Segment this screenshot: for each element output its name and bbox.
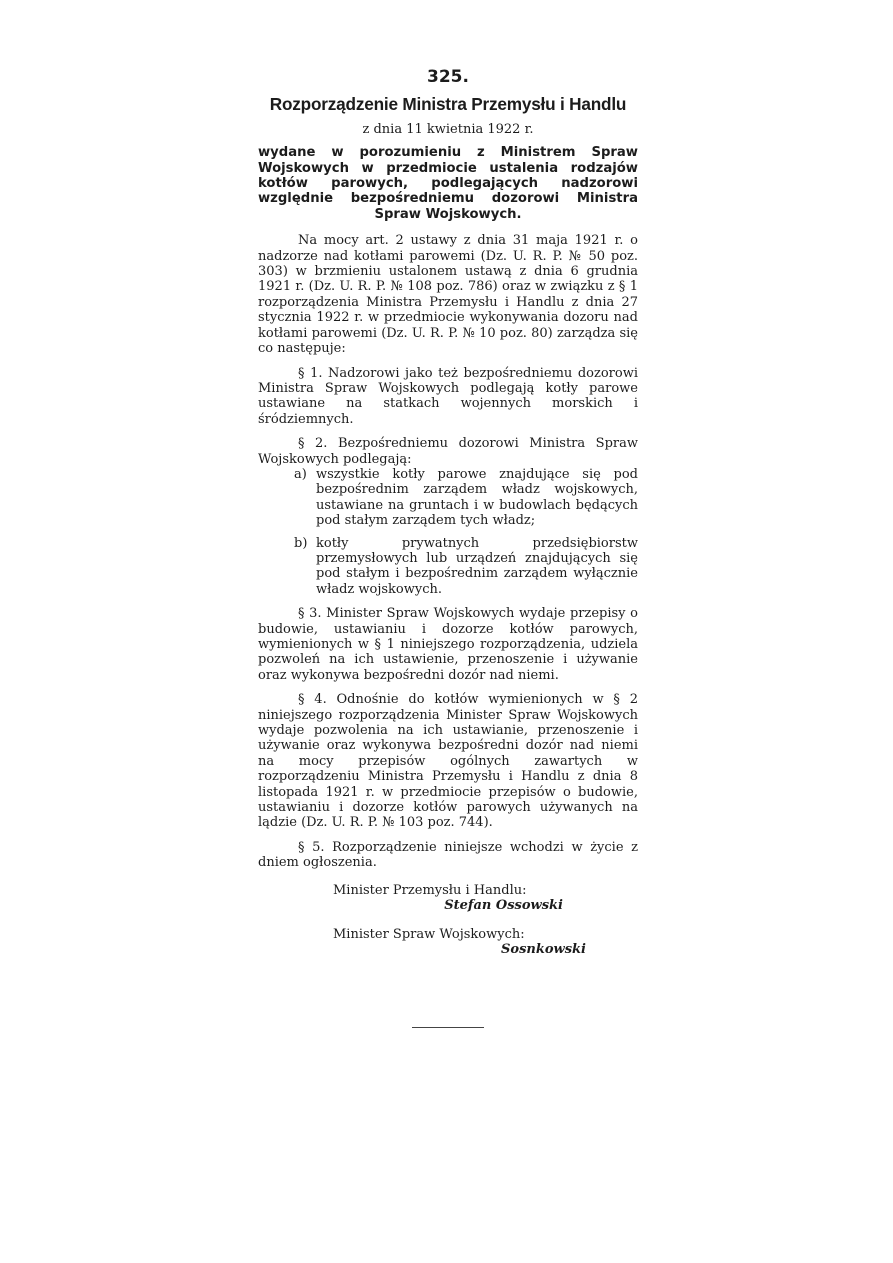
list-marker-b: b) [294,535,308,551]
closing-divider [412,1027,484,1028]
section-3: § 3. Minister Spraw Wojskowych wydaje przepisy o budowie, ustawianiu i dozorze kotłów parowych, wymienionych w § 1 niniejszego rozporządzenia, udziela pozwoleń na ich ustawienie, przenoszenie i używanie oraz wykonywa bezpośredni dozór nad niemi. [258,606,638,683]
list-marker-a: a) [294,466,307,482]
act-title: Rozporządzenie Ministra Przemysłu i Handlu [269,94,627,115]
section-1: § 1. Nadzorowi jako też bezpośredniemu dozorowi Ministra Spraw Wojskowych podlegają kotły parowe ustawiane na statkach wojennych morskich i śródziemnych. [258,365,638,427]
signature-block-2 [258,927,638,958]
preamble: Na mocy art. 2 ustawy z dnia 31 maja 1921 r. o nadzorze nad kotłami parowemi (Dz. U. R. P. № 50 poz. 303) w brzmieniu ustalonem ustawą z dnia 6 grudnia 1921 r. (Dz. U. R. P. № 108 poz. 786) oraz w związku z § 1 rozporządzenia Ministra Przemysłu i Handlu z dnia 27 stycznia 1922 r. w przedmiocie wykonywania dozoru nad kotłami parowemi (Dz. U. R. P. № 10 poz. 80) zarządza się co następuje: [258,233,638,357]
list-item [294,467,638,529]
section-2-item-b: kotły prywatnych przedsiębiorstw przemysłowych lub urządzeń znajdujących się pod stałym i bezpośrednim zarządem wyłącznie władz wojskowych. [316,535,638,597]
section-4: § 4. Odnośnie do kotłów wymienionych w § 2 niniejszego rozporządzenia Minister Spraw Wojskowych wydaje pozwolenia na ich ustawianie, przenoszenie i używanie oraz wykonywa bezpośredni dozór nad niemi na mocy przepisów ogólnych zawartych w rozporządzeniu Ministra Przemysłu i Handlu z dnia 8 listopada 1921 r. w przedmiocie przepisów o budowie, ustawianiu i dozorze kotłów parowych używanych na lądzie (Dz. U. R. P. № 103 poz. 744). [258,692,638,831]
signature-name-2: Sosnkowski [501,941,586,957]
act-date: z dnia 11 kwietnia 1922 r. [362,121,534,137]
signature-title-1: Minister Przemysłu i Handlu: [333,882,527,898]
section-2: § 2. Bezpośredniemu dozorowi Ministra Spraw Wojskowych podlegają: [258,436,638,467]
signature-block-1 [258,883,638,914]
section-2-item-a: wszystkie kotły parowe znajdujące się pod bezpośrednim zarządem władz wojskowych, ustawiane na gruntach i w budowlach będących pod stałym zarządem tych władz; [316,466,638,529]
section-2-list [294,467,638,597]
signature-name-1: Stefan Ossowski [444,898,563,914]
act-number: 325. [427,67,469,87]
signature-title-2: Minister Spraw Wojskowych: [333,926,525,942]
document-page [258,67,638,957]
act-subtitle: wydane w porozumieniu z Ministrem Spraw Wojskowych w przedmiocie ustalenia rodzajów kotłów parowych, podlegających nadzorowi względnie bezpośredniemu dozorowi Ministra Spraw Wojskowych. [258,145,638,222]
section-5: § 5. Rozporządzenie niniejsze wchodzi w życie z dniem ogłoszenia. [258,839,638,871]
list-item [294,536,638,598]
